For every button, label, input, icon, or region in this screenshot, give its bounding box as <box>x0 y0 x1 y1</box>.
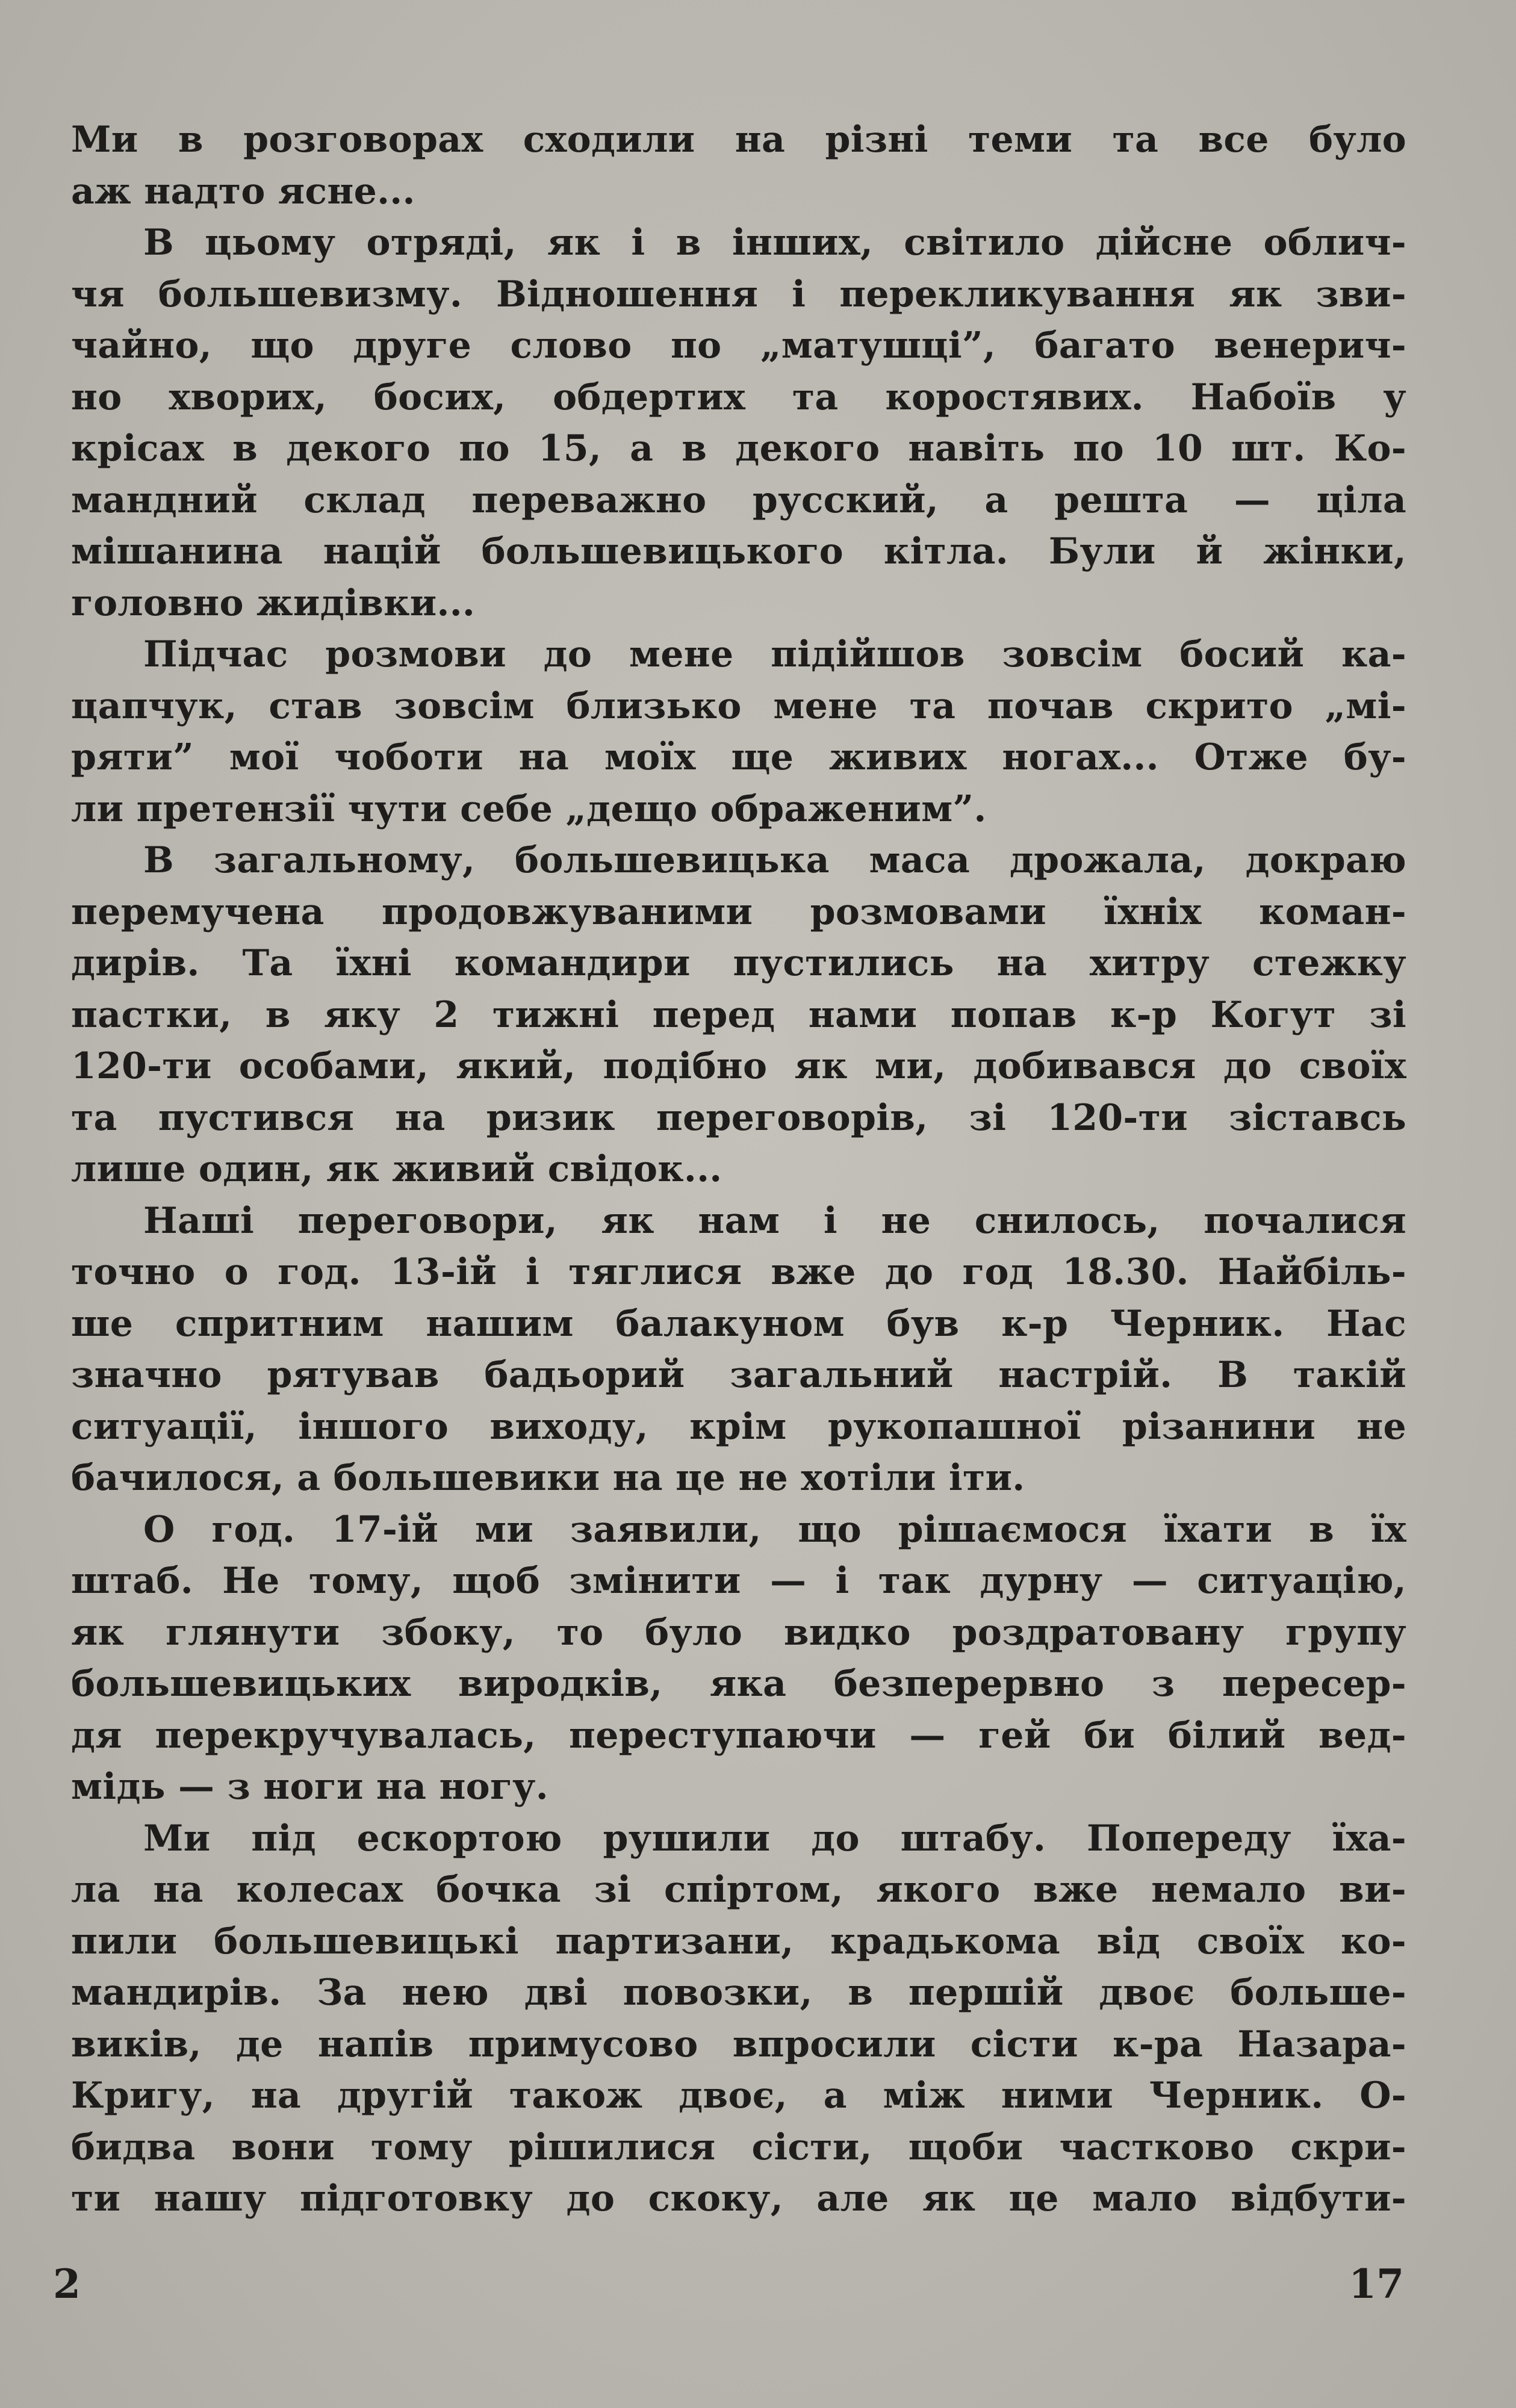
text-line: цапчук, став зовсім близько мене та почав скрито „мі- <box>71 684 1406 727</box>
text-line: дирів. Та їхні командири пустились на хитру стежку <box>71 942 1406 984</box>
text-line: та пустився на ризик переговорів, зі 120-ти зіставсь <box>71 1096 1406 1139</box>
text-line: бачилося, а большевики на це не хотіли іти. <box>71 1457 1025 1499</box>
text-line: мідь — з ноги на ногу. <box>71 1766 548 1808</box>
text-line: як глянути збоку, то було видко роздратовану групу <box>71 1611 1406 1654</box>
text-line: крісах в декого по 15, а в декого навіть по 10 шт. Ко- <box>71 427 1406 470</box>
text-line: точно о год. 13-ій і тяглися вже до год 18.30. Найбіль- <box>71 1251 1406 1293</box>
text-line: ше спритним нашим балакуном був к-р Черник. Нас <box>71 1302 1406 1345</box>
text-line: виків, де напів примусово впросили сісти к-ра Назара- <box>71 2023 1406 2065</box>
text-line: ситуації, іншого виходу, крім рукопашної різанини не <box>71 1405 1406 1448</box>
text-line: В загальному, большевицька маса дрожала, докраю <box>143 839 1406 881</box>
text-line: лише один, як живий свідок... <box>71 1148 722 1190</box>
text-line: перемучена продовжуваними розмовами їхніх коман- <box>71 890 1406 933</box>
text-line: чайно, що друге слово по „матушці”, багато венерич- <box>71 324 1406 367</box>
text-line: значно рятував бадьорий загальний настрій. В такій <box>71 1354 1406 1396</box>
text-line: Підчас розмови до мене підійшов зовсім босий ка- <box>143 633 1406 675</box>
text-line: мандний склад переважно русский, а решта — ціла <box>71 479 1406 521</box>
text-line: ла на колесах бочка зі спіртом, якого вже немало ви- <box>71 1869 1406 1911</box>
signature-mark: 2 <box>53 2261 81 2307</box>
text-line: головно жидівки... <box>71 582 476 624</box>
text-line: большевицьких виродків, яка безперервно з пересер- <box>71 1663 1406 1705</box>
page-body-text <box>71 114 1406 2225</box>
text-line: Наші переговори, як нам і не снилось, почалися <box>143 1199 1406 1242</box>
text-line: ряти” мої чоботи на моїх ще живих ногах... Отже бу- <box>71 736 1406 778</box>
text-line: Ми в розговорах сходили на різні теми та все було <box>71 119 1406 161</box>
text-line: В цьому отряді, як і в інших, світило дійсне облич- <box>143 222 1406 264</box>
text-line: штаб. Не тому, щоб змінити — і так дурну — ситуацію, <box>71 1560 1406 1602</box>
text-line: но хворих, босих, обдертих та коростявих. Набоїв у <box>71 376 1406 418</box>
text-line: бидва вони тому рішилися сісти, щоби частково скри- <box>71 2126 1406 2168</box>
text-line: дя перекручувалась, переступаючи — гей би білий вед- <box>71 1714 1406 1757</box>
text-line: ти нашу підготовку до скоку, але як це мало відбути- <box>71 2177 1406 2220</box>
text-line: 120-ти особами, який, подібно як ми, добивався до своїх <box>71 1045 1406 1087</box>
text-line: О год. 17-ій ми заявили, що рішаємося їхати в їх <box>143 1508 1406 1551</box>
text-line: Кригу, на другій також двоє, а між ними Черник. О- <box>71 2074 1406 2117</box>
text-line: пили большевицькі партизани, крадькома від своїх ко- <box>71 1920 1406 1963</box>
page-number: 17 <box>1349 2261 1404 2307</box>
text-line: Ми під ескортою рушили до штабу. Попереду їха- <box>143 1817 1406 1860</box>
text-line: мандирів. За нею дві повозки, в першій двоє большe- <box>71 1972 1406 2014</box>
text-line: мішанина націй большевицького кітла. Були й жінки, <box>71 530 1406 573</box>
text-line: чя большевизму. Відношення і перекликування як зви- <box>71 273 1406 315</box>
text-line: ли претензії чути себе „дещо ображеним”. <box>71 787 987 830</box>
text-line: пастки, в яку 2 тижні перед нами попав к-р Когут зі <box>71 993 1406 1036</box>
text-line: аж надто ясне... <box>71 170 415 213</box>
